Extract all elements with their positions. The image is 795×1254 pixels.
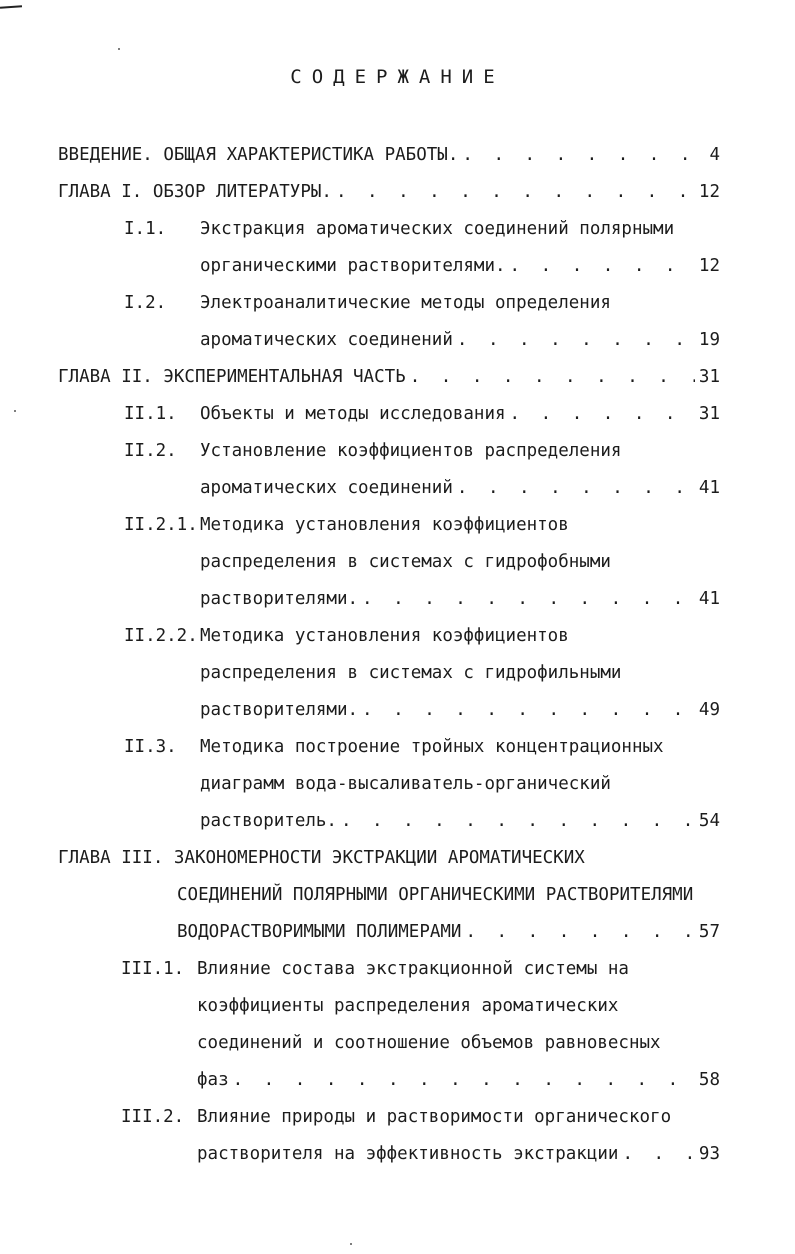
toc-entry-text: Влияние природы и растворимости органического <box>197 1107 672 1127</box>
toc-entry-text: ВВЕДЕНИЕ. ОБЩАЯ ХАРАКТЕРИСТИКА РАБОТЫ. <box>58 145 459 165</box>
dot-leader <box>457 474 695 502</box>
toc-page-number: 93 <box>698 1144 720 1164</box>
scan-speck <box>14 410 16 412</box>
toc-entry-continuation <box>200 252 720 280</box>
toc-entry-continuation <box>200 474 720 502</box>
toc-page-number: 12 <box>698 256 720 276</box>
dot-leader <box>341 807 695 835</box>
dot-leader <box>336 178 695 206</box>
toc-entry-section-2-2 <box>124 437 720 465</box>
toc-page-number: 54 <box>698 811 720 831</box>
toc-entry-continuation <box>177 918 720 946</box>
toc-entry-text: ароматических соединений <box>200 330 453 350</box>
toc-page-number: 41 <box>698 478 720 498</box>
toc-section-number: I.1. <box>124 219 167 239</box>
toc-entry-chapter-2 <box>58 363 720 391</box>
toc-entry-continuation <box>200 326 720 354</box>
toc-entry-text: растворитель. <box>200 811 337 831</box>
toc-section-number: II.2.1. <box>124 515 198 535</box>
scan-speck <box>118 48 120 50</box>
toc-entry-chapter-1 <box>58 178 720 206</box>
toc-section-number: II.2.2. <box>124 626 198 646</box>
page-title: СОДЕРЖАНИЕ <box>290 66 505 88</box>
toc-entry-text: Методика построение тройных концентрационных <box>200 737 664 757</box>
toc-section-number: II.3. <box>124 737 177 757</box>
toc-entry-text: ГЛАВА III. ЗАКОНОМЕРНОСТИ ЭКСТРАКЦИИ АРОМАТИЧЕСКИХ <box>58 848 585 868</box>
toc-entry-text: диаграмм вода-высаливатель-органический <box>200 774 611 794</box>
toc-entry-text: растворителями. <box>200 700 359 720</box>
toc-entry-text: Методика установления коэффициентов <box>200 626 569 646</box>
toc-entry-text: органическими растворителями. <box>200 256 506 276</box>
toc-entry-introduction <box>58 141 720 169</box>
toc-entry-section-2-2-2 <box>124 622 720 650</box>
toc-entry-continuation <box>197 1029 720 1057</box>
toc-page-number: 41 <box>698 589 720 609</box>
toc-section-number: I.2. <box>124 293 167 313</box>
toc-entry-continuation <box>177 881 720 909</box>
toc-entry-continuation <box>197 992 720 1020</box>
toc-entry-text: фаз <box>197 1070 229 1090</box>
toc-entry-continuation <box>200 696 720 724</box>
toc-entry-text: ароматических соединений <box>200 478 453 498</box>
toc-entry-continuation <box>200 548 720 576</box>
toc-section-number: III.1. <box>121 959 185 979</box>
dot-leader <box>457 326 695 354</box>
dot-leader <box>465 918 694 946</box>
toc-page-number: 58 <box>698 1070 720 1090</box>
toc-entry-section-3-1 <box>121 955 720 983</box>
toc-page-number: 49 <box>698 700 720 720</box>
toc-page-number: 4 <box>709 145 720 165</box>
dot-leader <box>510 400 695 428</box>
toc-section-number: II.2. <box>124 441 177 461</box>
toc-entry-text: растворителями. <box>200 589 359 609</box>
toc-page-number: 31 <box>698 404 720 424</box>
toc-entry-continuation <box>197 1140 720 1168</box>
toc-entry-section-1-1 <box>124 215 720 243</box>
toc-entry-text: Объекты и методы исследования <box>200 404 506 424</box>
toc-entry-text: ВОДОРАСТВОРИМЫМИ ПОЛИМЕРАМИ <box>177 922 462 942</box>
toc-entry-continuation <box>200 770 720 798</box>
toc-entry-text: СОЕДИНЕНИЙ ПОЛЯРНЫМИ ОРГАНИЧЕСКИМИ РАСТВОРИТЕЛЯМИ <box>177 885 694 905</box>
toc-entry-text: растворителя на эффективность экстракции <box>197 1144 619 1164</box>
toc-entry-text: ГЛАВА I. ОБЗОР ЛИТЕРАТУРЫ. <box>58 182 332 202</box>
toc-entry-text: коэффициенты распределения ароматических <box>197 996 619 1016</box>
toc-entry-text: распределения в системах с гидрофильными <box>200 663 622 683</box>
dot-leader <box>510 252 695 280</box>
toc-entry-text: Экстракция ароматических соединений полярными <box>200 219 675 239</box>
scan-speck <box>350 1243 352 1245</box>
toc-entry-text: Установление коэффициентов распределения <box>200 441 622 461</box>
toc-entry-text: ГЛАВА II. ЭКСПЕРИМЕНТАЛЬНАЯ ЧАСТЬ <box>58 367 406 387</box>
toc-entry-text: распределения в системах с гидрофобными <box>200 552 611 572</box>
dot-leader <box>362 696 695 724</box>
toc-entry-text: Влияние состава экстракционной системы на <box>197 959 629 979</box>
toc-entry-text: соединений и соотношение объемов равновесных <box>197 1033 661 1053</box>
toc-section-number: II.1. <box>124 404 177 424</box>
dot-leader <box>362 585 695 613</box>
toc-section-number: III.2. <box>121 1107 185 1127</box>
toc-entry-section-2-3 <box>124 733 720 761</box>
toc-entry-section-2-1 <box>124 400 720 428</box>
toc-entry-text: Электроаналитические методы определения <box>200 293 611 313</box>
dot-leader <box>410 363 695 391</box>
dot-leader <box>462 141 705 169</box>
toc-entry-continuation <box>200 659 720 687</box>
toc-entry-chapter-3 <box>58 844 720 872</box>
toc-page-number: 19 <box>698 330 720 350</box>
toc-entry-text: Методика установления коэффициентов <box>200 515 569 535</box>
toc-entry-section-3-2 <box>121 1103 720 1131</box>
dot-leader <box>622 1140 694 1168</box>
toc-entry-continuation <box>200 585 720 613</box>
toc-entry-continuation <box>200 807 720 835</box>
scan-mark <box>0 5 22 9</box>
toc-entry-continuation <box>197 1066 720 1094</box>
toc-entry-section-2-2-1 <box>124 511 720 539</box>
dot-leader <box>233 1066 695 1094</box>
toc-page-number: 12 <box>698 182 720 202</box>
toc-page-number: 31 <box>698 367 720 387</box>
toc-page-number: 57 <box>698 922 720 942</box>
toc-entry-section-1-2 <box>124 289 720 317</box>
